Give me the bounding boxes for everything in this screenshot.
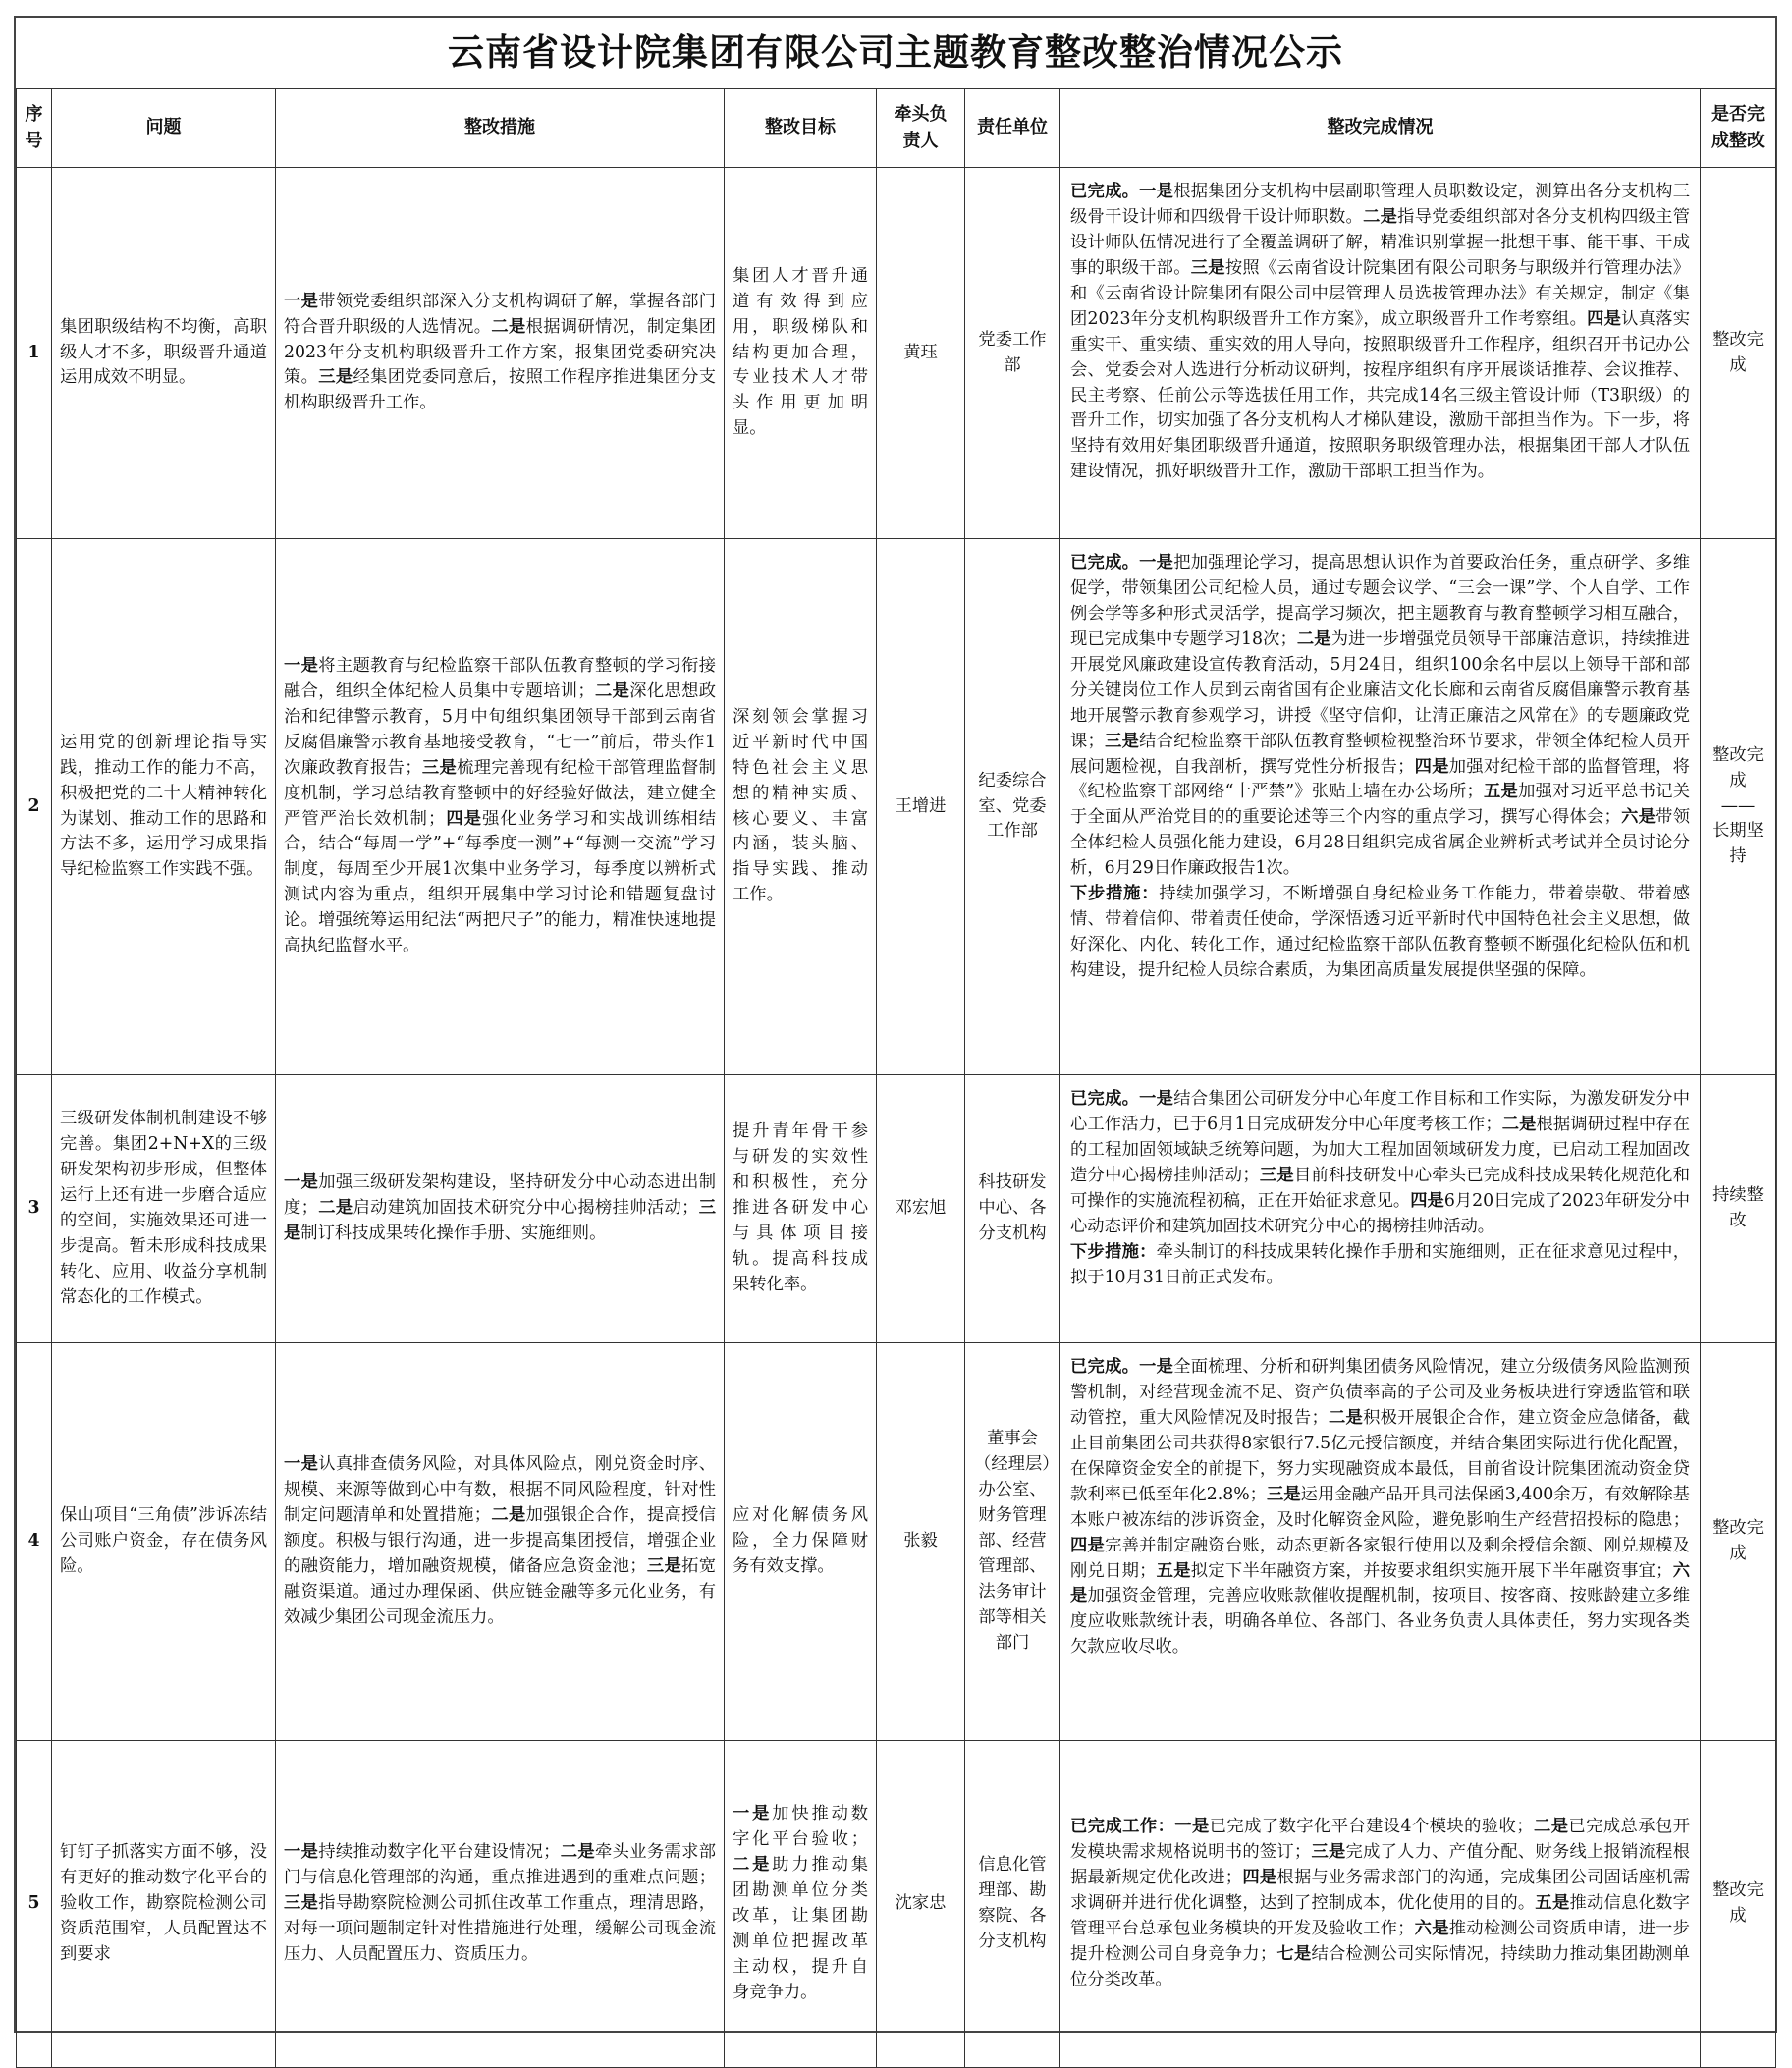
unit-cell: 信息化管理部、勘察院、各分支机构 (965, 1741, 1060, 2068)
detail-cell (1060, 1075, 1701, 1343)
emphasis-label: 二是 (491, 316, 526, 337)
body-text: 加强资金管理，完善应收账款催收提醒机制，按项目、按客商、按账龄建立多维度应收账款统计表，明确各单位、各部门、各业务负责人具体责任，努力实现各类欠款应收尽收。 (1070, 1586, 1690, 1658)
body-text: 目前科技研发中心牵头已完成科技成果转化规范化和可操作的实施流程初稿，正在开始征求意见。 (1070, 1165, 1690, 1211)
emphasis-label: 四是 (1587, 308, 1622, 329)
table-row (17, 1343, 1776, 1741)
body-text: 将主题教育与纪检监察干部队伍教育整顿的学习衔接融合，组织全体纪检人员集中专题培训； (284, 655, 716, 701)
emphasis-label: 三是 (1266, 1484, 1301, 1504)
emphasis-label: 四是 (1410, 1190, 1444, 1211)
document-title: 云南省设计院集团有限公司主题教育整改整治情况公示 (448, 31, 1343, 74)
emphasis-label: 二是 (1533, 1817, 1569, 1837)
row-number: 5 (17, 1741, 52, 2068)
header-goal: 整改目标 (725, 89, 877, 168)
emphasis-label: 七是 (1276, 1943, 1312, 1964)
detail-cell (1060, 1741, 1701, 2068)
measures-cell (276, 1343, 725, 1741)
emphasis-label: 三是 (318, 367, 353, 388)
emphasis-label: 三是 (1190, 257, 1225, 278)
body-text: 强化业务学习和实战训练相结合，结合“每周一学”+“每季度一测”+“每测一交流”学习制度，每周至少开展1次集中业务学习，每季度以辨析式测试内容为重点，组织开展集中学习讨论和错题复盘讨论。增强统筹运用纪法“两把尺子”的能力，精准快速地提高执纪监督水平。 (284, 808, 716, 956)
status-cell (1701, 539, 1776, 1075)
measures-cell (276, 168, 725, 539)
body-text: 经集团党委同意后，按照工作程序推进集团分支机构职级晋升工作。 (284, 367, 716, 413)
body-text: 加快推动数字化平台验收； (733, 1804, 868, 1850)
emphasis-label: 已完成。一是 (1070, 182, 1174, 201)
status-cell: 整改完成 (1701, 168, 1776, 539)
body-text: 根据集团分支机构中层副职管理人员职数设定，测算出各分支机构三级骨干设计师和四级骨干设计师职数。 (1070, 182, 1690, 227)
emphasis-label: 五是 (1535, 1893, 1570, 1914)
body-text: 按照《云南省设计院集团有限公司职务与职级并行管理办法》和《云南省设计院集团有限公司中层管理人员选拔管理办法》有关规定，制定《集团2023年分支机构职级晋升工作方案》，成立职级晋升工作考察组。 (1070, 257, 1690, 329)
status-cell: 整改完成 (1701, 1343, 1776, 1741)
emphasis-label: 二是 (560, 1842, 596, 1863)
emphasis-label: 六是 (1414, 1918, 1449, 1938)
body-text: 6月20日完成了2023年研发分中心动态评价和建筑加固技术研究分中心的揭榜挂帅活动。 (1070, 1190, 1690, 1236)
emphasis-label: 四是 (445, 808, 483, 829)
body-text: 全面梳理、分析和研判集团债务风险情况，建立分级债务风险监测预警机制，对经营现金流不足、资产负债率高的子公司及业务板块进行穿透监管和联动管控，重大风险情况及时报告； (1070, 1357, 1690, 1428)
table-row (17, 539, 1776, 1075)
row-number: 4 (17, 1343, 52, 1741)
emphasis-label: 二是 (594, 680, 630, 701)
problem-cell: 集团职级结构不均衡，高职级人才不多，职级晋升通道运用成效不明显。 (52, 168, 276, 539)
body-text: 制订科技成果转化操作手册、实施细则。 (300, 1223, 607, 1243)
emphasis-label: 三是 (284, 1198, 716, 1243)
body-text: 牵头业务需求部门与信息化管理部的沟通，重点推进遇到的重难点问题； (284, 1842, 716, 1888)
body-text: 启动建筑加固技术研究分中心揭榜挂帅活动； (353, 1198, 699, 1219)
emphasis-label: 四是 (1070, 1535, 1106, 1555)
body-text: 带领全体纪检人员强化能力建设，6月28日组织完成省属企业辨析式考试并全员讨论分析，6月29日作廉政报告1次。 (1070, 807, 1690, 879)
detail-text (1070, 180, 1690, 485)
detail-text (1070, 551, 1690, 882)
emphasis-label: 三是 (1104, 731, 1140, 751)
body-text: 根据与业务需求部门的沟通，完成集团公司固话座机需求调研并进行优化调整，达到了控制成本，优化使用的目的。 (1070, 1868, 1690, 1914)
emphasis-label: 六是 (1070, 1560, 1690, 1606)
status-cell: 整改完成 (1701, 1741, 1776, 2068)
body-text: 已完成总承包开发模块需求规格说明书的签订； (1070, 1817, 1690, 1863)
detail-text (1070, 1355, 1690, 1660)
body-text: 为进一步增强党员领导干部廉洁意识，持续推进开展党风廉政建设宣传教育活动，5月24日，组织100余名中层以上领导干部和部分关键岗位工作人员到云南省国有企业廉洁文化长廊和云南省反腐倡廉警示教育基地开展警示教育参观学习，讲授《坚守信仰，让清正廉洁之风常在》的专题廉政党课； (1070, 628, 1690, 751)
body-text: 加强对习近平总书记关于全面从严治党目的的重要论述等三个内容的重点学习，撰写心得体会； (1070, 782, 1690, 828)
goal-cell: 提升青年骨干参与研发的实效性和积极性，充分推进各研发中心与具体项目接轨。提高科技成果转化率。 (725, 1075, 877, 1343)
header-unit: 责任单位 (965, 89, 1060, 168)
notice-sheet (14, 16, 1777, 2033)
body-text: 深化思想政治和纪律警示教育，5月中旬组织集团领导干部到云南省反腐倡廉警示教育基地接受教育，“七一”前后，带头作1次廉政教育报告； (284, 680, 716, 778)
emphasis-label: 三是 (284, 1893, 319, 1914)
emphasis-label: 三是 (1311, 1842, 1346, 1863)
table-header-row (17, 89, 1776, 168)
emphasis-label: 二是 (317, 1198, 353, 1219)
leader-cell: 沈家忠 (877, 1741, 965, 2068)
problem-cell: 钉钉子抓落实方面不够，没有更好的推动数字化平台的验收工作，勘察院检测公司资质范围窄，人员配置达不到要求 (52, 1741, 276, 2068)
header-measures: 整改措施 (276, 89, 725, 168)
body-text: 运用金融产品开具司法保函3,400余万，有效解除基本账户被冻结的涉诉资金，及时化解资金风险，避免影响生产经营招投标的隐患； (1070, 1484, 1690, 1530)
body-text: 已完成了数字化平台建设4个模块的验收； (1209, 1817, 1534, 1837)
emphasis-label: 一是 (284, 1842, 319, 1863)
next-steps-label: 下步措施： (1070, 884, 1160, 904)
body-text: 积极开展银企合作，建立资金应急储备，截止目前集团公司共获得8家银行7.5亿元授信额度，并结合集团实际进行优化配置，在保障资金安全的前提下，努力实现融资成本最低，目前省设计院集团流动资金贷款利率已低至年化2.8%； (1070, 1407, 1690, 1504)
header-leader: 牵头负责人 (877, 89, 965, 168)
body-text: 加强银企合作，提高授信额度。积极与银行沟通，进一步提高集团授信，增强企业的融资能力，增加融资规模，储备应急资金池； (284, 1505, 716, 1576)
emphasis-label: 一是 (284, 1172, 319, 1193)
detail-cell (1060, 539, 1701, 1075)
body-text: 推动信息化数字管理平台总承包业务模块的开发及验收工作； (1070, 1893, 1690, 1938)
unit-cell: 科技研发中心、各分支机构 (965, 1075, 1060, 1343)
body-text: 根据调研情况，制定集团2023年分支机构职级晋升工作方案，报集团党委研究决策。 (284, 316, 716, 388)
emphasis-label: 二是 (491, 1505, 526, 1526)
status-separator: —— (1720, 795, 1756, 816)
emphasis-label: 二是 (1363, 206, 1398, 227)
emphasis-label: 一是 (733, 1804, 773, 1824)
emphasis-label: 五是 (1483, 782, 1519, 802)
body-text: 推动检测公司资质申请，进一步提升检测公司自身竞争力； (1070, 1918, 1690, 1964)
emphasis-label: 六是 (1620, 807, 1656, 828)
body-text: 加强对纪检干部的监督管理，将《纪检监察干部网络“十严禁”》张贴上墙在办公场所； (1070, 756, 1690, 802)
problem-cell: 保山项目“三角债”涉诉冻结公司账户资金，存在债务风险。 (52, 1343, 276, 1741)
emphasis-label: 二是 (1296, 628, 1331, 649)
emphasis-label: 二是 (1501, 1114, 1537, 1134)
body-text: 结合纪检监察干部队伍教育整顿检视整治环节要求，带领全体纪检人员开展问题检视，自我剖析，撰写党性分析报告； (1070, 731, 1690, 777)
body-text: 认真排查债务风险，对具体风险点，刚兑资金时序、规模、来源等做到心中有数，根据不同风险程度，针对性制定问题清单和处置措施； (284, 1454, 716, 1526)
status-text: 整改完成 (1712, 744, 1764, 790)
leader-cell: 黄珏 (877, 168, 965, 539)
body-text: 完善并制定融资台账，动态更新各家银行使用以及剩余授信余额、刚兑规模及刚兑日期； (1070, 1535, 1690, 1581)
table-row (17, 1075, 1776, 1343)
emphasis-label: 四是 (1242, 1868, 1277, 1888)
body-text: 助力推动集团勘测单位分类改革，让集团勘测单位把握改革主动权，提升自身竞争力。 (733, 1855, 868, 2002)
emphasis-label: 已完成。一是 (1070, 1089, 1174, 1109)
body-text: 完成了人力、产值分配、财务线上报销流程根据最新规定优化改进； (1070, 1842, 1690, 1888)
detail-text (1070, 1815, 1690, 1993)
detail-text (1070, 1087, 1690, 1240)
status-cell: 持续整改 (1701, 1075, 1776, 1343)
body-text: 加强三级研发架构建设，坚持研发分中心动态进出制度； (284, 1172, 716, 1219)
measures-cell (276, 1741, 725, 2068)
leader-cell: 王增进 (877, 539, 965, 1075)
next-steps-text: 牵头制订的科技成果转化操作手册和实施细则，正在征求意见过程中，拟于10月31日前正式发布。 (1070, 1241, 1690, 1287)
goal-cell: 应对化解债务风险，全力保障财务有效支撑。 (725, 1343, 877, 1741)
body-text: 认真落实重实干、重实绩、重实效的用人导向，按照职级晋升工作程序，组织召开书记办公会、党委会对人选进行分析动议研判，按程序组织有序开展谈话推荐、会议推荐、民主考察、任前公示等选拔任用工作，共完成14名三级主管设计师（T3职级）的晋升工作，切实加强了各分支机构人才梯队建设，激励干部担当作为。下一步，将坚持有效用好集团职级晋升通道，按照职务职级管理办法，根据集团干部人才队伍建设情况，抓好职级晋升工作，激励干部职工担当作为。 (1070, 308, 1690, 482)
measures-cell (276, 1075, 725, 1343)
row-number: 2 (17, 539, 52, 1075)
unit-cell: 党委工作部 (965, 168, 1060, 539)
emphasis-label: 二是 (1328, 1407, 1364, 1428)
emphasis-label: 三是 (1259, 1165, 1294, 1185)
emphasis-label: 一是 (284, 1454, 319, 1475)
problem-cell: 运用党的创新理论指导实践，推动工作的能力不高，积极把党的二十大精神转化为谋划、推动工作的思路和方法不多，运用学习成果指导纪检监察工作实践不强。 (52, 539, 276, 1075)
body-text: 指导党委组织部对各分支机构四级主管设计师队伍情况进行了全覆盖调研了解，精准识别掌握一批想干事、能干事、干成事的职级干部。 (1070, 206, 1690, 278)
leader-cell: 邓宏旭 (877, 1075, 965, 1343)
body-text: 结合集团公司研发分中心年度工作目标和工作实际，为激发研发分中心工作活力，已于6月1日完成研发分中心年度考核工作； (1070, 1089, 1690, 1134)
emphasis-label: 三是 (646, 1555, 682, 1576)
goal-cell (725, 1741, 877, 2068)
emphasis-label: 三是 (421, 757, 458, 778)
detail-cell (1060, 1343, 1701, 1741)
rectification-table (16, 88, 1776, 2068)
body-text: 梳理完善现有纪检干部管理监督制度机制，学习总结教育整顿中的好经验好做法，建立健全严管严治长效机制； (284, 757, 716, 829)
status-text-2: 长期坚持 (1712, 821, 1764, 867)
body-text: 把加强理论学习，提高思想认识作为首要政治任务，重点研学、多维促学，带领集团公司纪检人员，通过专题会议学、“三会一课”学、个人自学、工作例会学等多种形式灵活学，提高学习频次，把主题教育与教育整顿学习相互融合，现已完成集中专题学习18次； (1070, 553, 1690, 649)
emphasis-label: 已完成工作：一是 (1070, 1817, 1210, 1837)
header-detail: 整改完成情况 (1060, 89, 1701, 168)
body-text: 根据调研过程中存在的工程加固领域缺乏统筹问题，为加大工程加固领域研发力度，已启动工程加固改造分中心揭榜挂帅活动； (1070, 1114, 1690, 1185)
next-steps-label: 下步措施： (1070, 1241, 1157, 1262)
unit-cell: 纪委综合室、党委工作部 (965, 539, 1060, 1075)
table-row (17, 1741, 1776, 2068)
body-text: 拟定下半年融资方案，并按要求组织实施开展下半年融资事宜； (1190, 1560, 1673, 1581)
unit-cell: 董事会（经理层）办公室、财务管理部、经营管理部、法务审计部等相关部门 (965, 1343, 1060, 1741)
body-text: 结合检测公司实际情况，持续助力推动集团勘测单位分类改革。 (1070, 1943, 1690, 1989)
row-number: 3 (17, 1075, 52, 1343)
header-no: 序号 (17, 89, 52, 168)
emphasis-label: 已完成。一是 (1070, 553, 1174, 572)
leader-cell: 张毅 (877, 1343, 965, 1741)
detail-cell (1060, 168, 1701, 539)
emphasis-label: 二是 (733, 1855, 773, 1876)
emphasis-label: 已完成。一是 (1070, 1357, 1174, 1377)
emphasis-label: 一是 (284, 291, 319, 311)
header-status: 是否完成整改 (1701, 89, 1776, 168)
body-text: 带领党委组织部深入分支机构调研了解，掌握各部门符合晋升职级的人选情况。 (284, 291, 716, 337)
problem-cell: 三级研发体制机制建设不够完善。集团2+N+X的三级研发架构初步形成，但整体运行上还有进一步磨合适应的空间，实施效果还可进一步提高。暂未形成科技成果转化、应用、收益分享机制常态化的工作模式。 (52, 1075, 276, 1343)
measures-cell (276, 539, 725, 1075)
next-steps-text: 持续加强学习，不断增强自身纪检业务工作能力，带着崇敬、带着感情、带着信仰、带着责任使命，学深悟透习近平新时代中国特色社会主义思想，做好深化、内化、转化工作，通过纪检监察干部队伍教育整顿不断强化纪检队伍和机构建设，提升纪检人员综合素质，为集团高质量发展提供坚强的保障。 (1070, 884, 1690, 980)
body-text: 持续推动数字化平台建设情况； (318, 1842, 561, 1863)
body-text: 指导勘察院检测公司抓住改革工作重点，理清思路，对每一项问题制定针对性措施进行处理，缓解公司现金流压力、人员配置压力、资质压力。 (284, 1893, 716, 1964)
table-row (17, 168, 1776, 539)
body-text: 拓宽融资渠道。通过办理保函、供应链金融等多元化业务，有效减少集团公司现金流压力。 (284, 1555, 716, 1627)
row-number: 1 (17, 168, 52, 539)
emphasis-label: 一是 (284, 655, 319, 676)
emphasis-label: 五是 (1156, 1560, 1191, 1581)
emphasis-label: 四是 (1414, 756, 1449, 777)
header-problem: 问题 (52, 89, 276, 168)
goal-cell: 深刻领会掌握习近平新时代中国特色社会主义思想的精神实质、核心要义、丰富内涵，装头脑、指导实践、推动工作。 (725, 539, 877, 1075)
goal-cell: 集团人才晋升通道有效得到应用，职级梯队和结构更加合理，专业技术人才带头作用更加明显。 (725, 168, 877, 539)
